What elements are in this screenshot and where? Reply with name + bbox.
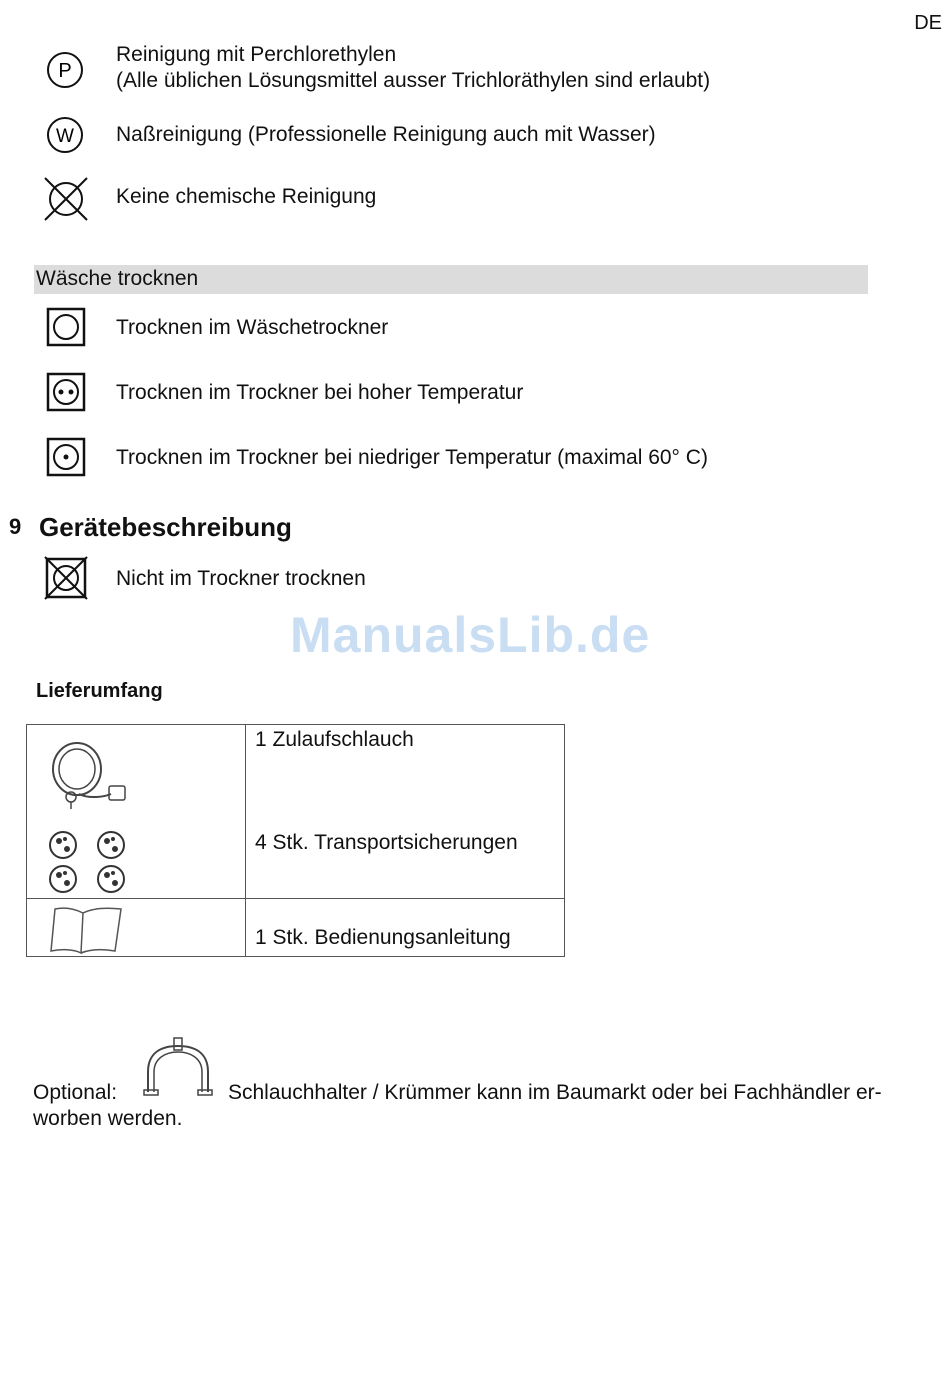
- supply-item-label: 4 Stk. Transportsicherungen: [255, 831, 518, 854]
- svg-text:P: P: [58, 60, 72, 82]
- supply-icon-cell: [27, 725, 246, 899]
- supply-icon-cell: [27, 899, 246, 957]
- drying-item-label: Trocknen im Trockner bei hoher Temperatur: [116, 381, 524, 404]
- watermark: ManualsLib.de: [290, 607, 651, 663]
- wet-clean-label: Naßreinigung (Professionelle Reinigung auch mit Wasser): [116, 123, 656, 146]
- transport-bolt-icon: [45, 829, 135, 897]
- tumble-dry-icon: [46, 307, 86, 347]
- section-bar-drying: [34, 265, 868, 294]
- section-title: Wäsche trocknen: [36, 267, 199, 290]
- optional-text-line1: Schlauchhalter / Krümmer kann im Baumarkt oder bei Fachhändler er-: [228, 1081, 882, 1104]
- supply-text-cell: [246, 899, 565, 957]
- supply-item-label: 1 Zulaufschlauch: [255, 728, 414, 751]
- perchlor-label: Reinigung mit Perchlorethylen: [116, 43, 397, 66]
- optional-label: Optional:: [33, 1081, 118, 1104]
- language-tag: DE: [914, 12, 942, 34]
- drying-item-label: Trocknen im Trockner bei niedriger Temperatur (maximal 60° C): [116, 446, 708, 469]
- no-dry-clean-label: Keine chemische Reinigung: [116, 185, 377, 208]
- perchlor-note: (Alle üblichen Lösungsmittel ausser Trichloräthylen sind erlaubt): [116, 69, 711, 92]
- tumble-dry-high-icon: [46, 372, 86, 412]
- circle-w-icon: [46, 116, 84, 154]
- tumble-dry-low-icon: [46, 437, 86, 477]
- supply-table: [26, 724, 565, 957]
- section-number: 9: [9, 514, 22, 539]
- supply-item-label: 1 Stk. Bedienungsanleitung: [255, 926, 511, 949]
- circle-p-icon: [46, 51, 84, 89]
- hose-icon: [49, 739, 129, 814]
- drying-item-label: Trocknen im Wäschetrockner: [116, 316, 389, 339]
- no-tumble-dry-icon: [43, 555, 89, 601]
- table-row: [27, 899, 565, 957]
- table-row: [27, 725, 565, 899]
- section-heading: Gerätebeschreibung: [39, 512, 292, 542]
- svg-text:W: W: [56, 126, 74, 147]
- manual-book-icon: [43, 905, 127, 955]
- hose-holder-icon: [140, 1036, 218, 1098]
- no-tumble-label: Nicht im Trockner trocknen: [116, 567, 366, 590]
- supply-heading: Lieferumfang: [36, 680, 163, 702]
- supply-text-cell: [246, 725, 565, 899]
- crossed-circle-icon: [43, 176, 89, 222]
- optional-text-line2: worben werden.: [33, 1107, 183, 1130]
